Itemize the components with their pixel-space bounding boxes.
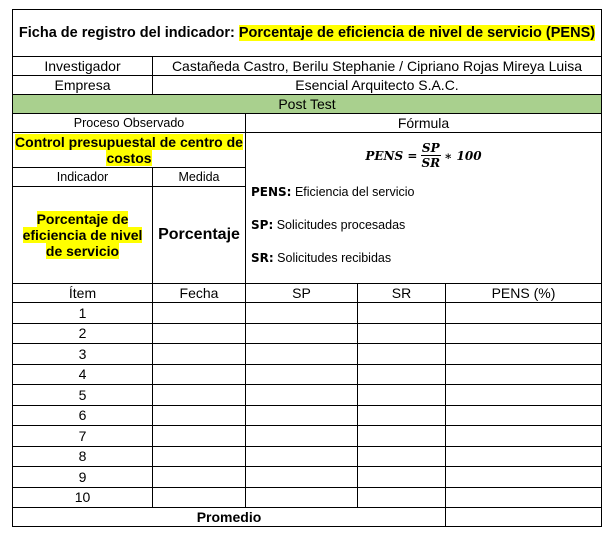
date-cell[interactable] — [153, 426, 246, 447]
formula-denominator: SR — [421, 156, 441, 170]
item-rows — [13, 303, 602, 508]
table-row — [13, 426, 602, 447]
sr-cell[interactable] — [358, 385, 446, 406]
item-number: 10 — [13, 487, 153, 508]
sp-cell[interactable] — [246, 303, 358, 324]
sp-cell[interactable] — [246, 364, 358, 385]
table-row — [13, 323, 602, 344]
column-header-pens: PENS (%) — [446, 284, 602, 303]
record-table — [12, 9, 602, 527]
sr-cell[interactable] — [358, 446, 446, 467]
sr-cell[interactable] — [358, 467, 446, 488]
phase-banner: Post Test — [13, 95, 602, 114]
measure-label: Medida — [153, 167, 246, 186]
indicator-value: Porcentaje de eficiencia de nivel de servicio — [22, 211, 143, 260]
date-cell[interactable] — [153, 303, 246, 324]
date-cell[interactable] — [153, 364, 246, 385]
date-cell[interactable] — [153, 323, 246, 344]
company-value: Esencial Arquitecto S.A.C. — [153, 76, 602, 95]
investigator-value: Castañeda Castro, Berilu Stephanie / Cipriano Rojas Mireya Luisa — [153, 57, 602, 76]
sp-cell[interactable] — [246, 467, 358, 488]
definition-sr: SR: Solicitudes recibidas — [251, 251, 392, 265]
sp-cell[interactable] — [246, 344, 358, 365]
item-number: 3 — [13, 344, 153, 365]
column-header-row — [13, 284, 602, 303]
item-number: 7 — [13, 426, 153, 447]
item-number: 1 — [13, 303, 153, 324]
item-number: 8 — [13, 446, 153, 467]
formula-label: Fórmula — [246, 114, 602, 133]
item-number: 4 — [13, 364, 153, 385]
pens-cell[interactable] — [446, 303, 602, 324]
sp-cell[interactable] — [246, 446, 358, 467]
date-cell[interactable] — [153, 446, 246, 467]
process-value: Control presupuestal de centro de costos — [15, 133, 243, 166]
average-label: Promedio — [13, 508, 446, 527]
sr-cell[interactable] — [358, 405, 446, 426]
table-row — [13, 405, 602, 426]
column-header-date: Fecha — [153, 284, 246, 303]
sr-cell[interactable] — [358, 344, 446, 365]
table-row — [13, 487, 602, 508]
indicator-record-sheet — [12, 9, 601, 527]
indicator-value-cell — [13, 187, 153, 284]
date-cell[interactable] — [153, 385, 246, 406]
table-row — [13, 364, 602, 385]
date-cell[interactable] — [153, 487, 246, 508]
formula-rhs: ∗ 100 — [444, 148, 482, 163]
pens-cell[interactable] — [446, 405, 602, 426]
formula-numerator: SP — [421, 141, 440, 155]
sr-cell[interactable] — [358, 323, 446, 344]
pens-cell[interactable] — [446, 487, 602, 508]
sp-cell[interactable] — [246, 323, 358, 344]
table-row — [13, 446, 602, 467]
average-row — [13, 508, 602, 527]
column-header-item: Ítem — [13, 284, 153, 303]
sr-cell[interactable] — [358, 426, 446, 447]
investigator-label: Investigador — [13, 57, 153, 76]
indicator-label: Indicador — [13, 167, 153, 186]
pens-cell[interactable] — [446, 385, 602, 406]
pens-cell[interactable] — [446, 323, 602, 344]
pens-cell[interactable] — [446, 344, 602, 365]
process-label: Proceso Observado — [13, 114, 246, 133]
sp-cell[interactable] — [246, 385, 358, 406]
table-row — [13, 467, 602, 488]
average-value[interactable] — [446, 508, 602, 527]
title-prefix: Ficha de registro del indicador: — [18, 25, 239, 41]
formula-fraction — [420, 141, 441, 170]
sp-cell[interactable] — [246, 405, 358, 426]
pens-cell[interactable] — [446, 446, 602, 467]
column-header-sr: SR — [358, 284, 446, 303]
column-header-sp: SP — [246, 284, 358, 303]
formula-expression — [246, 141, 601, 170]
sp-cell[interactable] — [246, 426, 358, 447]
table-row — [13, 303, 602, 324]
sheet-title — [13, 10, 602, 57]
company-label: Empresa — [13, 76, 153, 95]
pens-cell[interactable] — [446, 364, 602, 385]
item-number: 2 — [13, 323, 153, 344]
formula-definitions — [246, 184, 601, 266]
formula-lhs: PENS = — [365, 148, 418, 163]
table-row — [13, 385, 602, 406]
title-highlight: Porcentaje de eficiencia de nivel de servicio (PENS) — [238, 25, 596, 41]
date-cell[interactable] — [153, 405, 246, 426]
pens-cell[interactable] — [446, 467, 602, 488]
sr-cell[interactable] — [358, 303, 446, 324]
table-row — [13, 344, 602, 365]
sr-cell[interactable] — [358, 487, 446, 508]
process-value-cell — [13, 133, 246, 168]
item-number: 5 — [13, 385, 153, 406]
item-number: 9 — [13, 467, 153, 488]
date-cell[interactable] — [153, 344, 246, 365]
formula-cell — [246, 133, 602, 284]
definition-sp: SP: Solicitudes procesadas — [251, 218, 406, 232]
date-cell[interactable] — [153, 467, 246, 488]
pens-cell[interactable] — [446, 426, 602, 447]
item-number: 6 — [13, 405, 153, 426]
sr-cell[interactable] — [358, 364, 446, 385]
definition-pens: PENS: Eficiencia del servicio — [251, 185, 415, 199]
sp-cell[interactable] — [246, 487, 358, 508]
measure-value: Porcentaje — [153, 187, 246, 284]
